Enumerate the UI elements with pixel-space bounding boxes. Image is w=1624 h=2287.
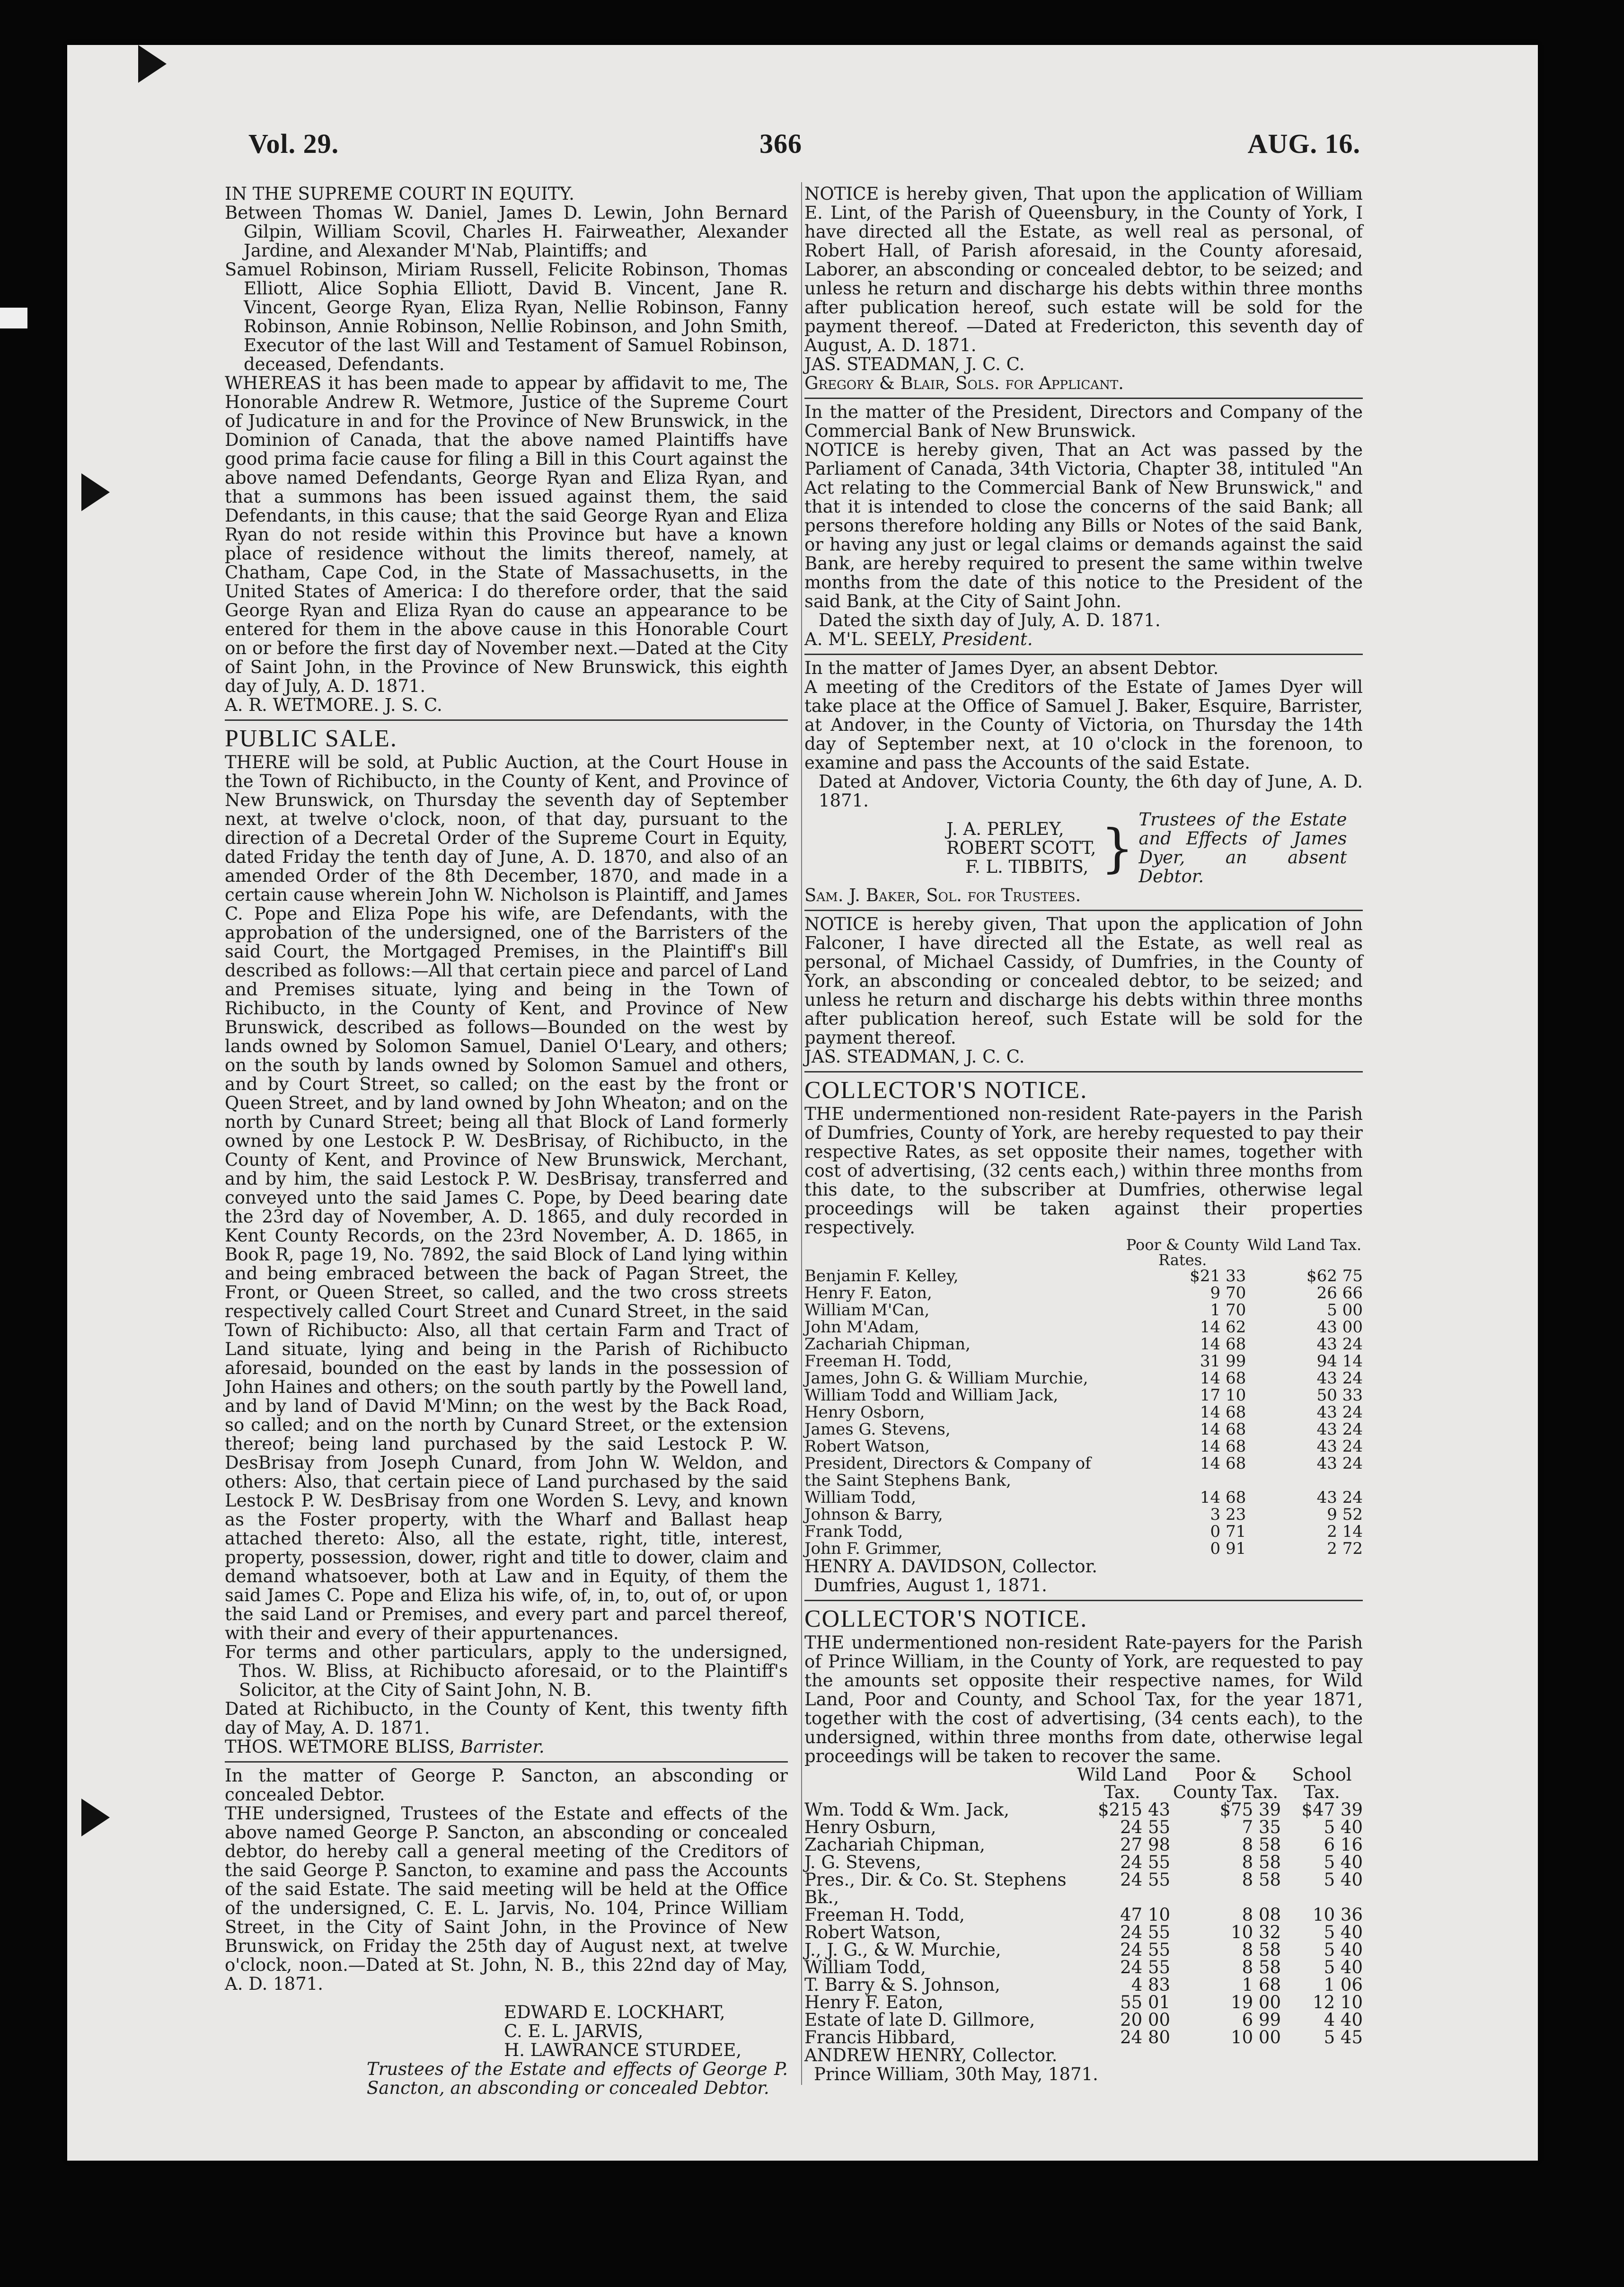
dyer-trustees	[804, 810, 1363, 886]
sancton-body: THE undersigned, Trustees of the Estate and effects of the above named George P. Sancton, an absconding or concealed debtor, do hereby call a general meeting of the Creditors of the said George P. Sancton, to examine and pass the Accounts of the said Estate. The said meeting will be held at the Office of the undersigned, C. E. L. Jarvis, No. 104, Prince William Street, in the City of Saint John, in the Province of New Brunswick, on Friday the 25th day of August next, at twelve o'clock, noon.—Dated at St. John, N. B., this 22nd day of May, A. D. 1871.	[225, 1803, 788, 1994]
amount-cell: 8 58	[1242, 1940, 1281, 1960]
name-cell: Freeman H. Todd,	[804, 1352, 952, 1371]
name-cell: Henry Osborn,	[804, 1403, 925, 1422]
table-row	[804, 1370, 1363, 1387]
table-row	[804, 1506, 1363, 1523]
equity-notice	[225, 185, 788, 715]
divider-rule	[804, 1600, 1363, 1601]
equity-body: WHEREAS it has been made to appear by affidavit to me, The Honorable Andrew R. Wetmore, Justice of the Supreme Court of Judicature in and for the Province of New Brunswick, in the Dominion of Canada, that the above named Plaintiffs have good prima facie cause for filing a Bill in this Court against the above named Defendants, George Ryan and Eliza Ryan, and that a summons has been issued against them, the said Defendants, in this cause; that the said George Ryan and Eliza Ryan do not reside within this Province but have a known place of residence without the limits thereof, namely, at Chatham, Cape Cod, in the State of Massachusetts, in the United States of America: I do therefore order, that the said George Ryan and Eliza Ryan do cause an appearance to be entered for them in the above cause in this Honorable Court on or before the first day of November next.—Dated at the City of Saint John, in the Province of New Brunswick, this eighth day of July, A. D. 1871.	[225, 373, 788, 696]
public-sale-signer: THOS. WETMORE BLISS,	[225, 1737, 455, 1757]
amount-cell: 5 40	[1324, 1940, 1363, 1960]
table-row	[804, 1871, 1363, 1906]
lint-solicitors: Gregory & Blair, Sols. for Applicant.	[804, 373, 1124, 393]
lint-body: NOTICE is hereby given, That upon the application of William E. Lint, of the Parish of Queensbury, in the County of York, I have directed all the Estate, as well real as personal, of Robert Hall, of Parish aforesaid, in the County aforesaid, Laborer, an absconding or concealed debtor, to be seized; and unless he return and discharge his debts within three months after publication hereof, such estate will be sold for the payment thereof. —Dated at Fredericton, this seventh day of August, A. D. 1871.	[804, 184, 1363, 355]
name-cell: Benjamin F. Kelley,	[804, 1267, 959, 1285]
name-cell: President, Directors & Company of the Saint Stephens Bank,	[804, 1454, 1091, 1490]
table-row	[804, 1853, 1363, 1871]
table-row	[804, 1319, 1363, 1336]
table-row	[804, 1941, 1363, 1959]
name-cell: William Todd,	[804, 1488, 917, 1507]
amount-cell: $21 33	[1190, 1267, 1246, 1285]
name-cell: Freeman H. Todd,	[804, 1905, 965, 1925]
amount-cell: 14 68	[1200, 1420, 1246, 1439]
name-cell: James G. Stevens,	[804, 1420, 951, 1439]
bank-heading: In the matter of the President, Directors and Company of the Commercial Bank of New Brunswick.	[804, 402, 1363, 441]
name-cell: Henry F. Eaton,	[804, 1284, 932, 1303]
sancton-signer: C. E. L. JARVIS,	[504, 2021, 644, 2041]
falconer-notice	[804, 915, 1363, 1066]
prince-william-rows	[804, 1801, 1363, 2046]
name-cell: Pres., Dir. & Co. St. Stephens Bk.,	[804, 1870, 1067, 1907]
prince-william-collector-notice	[804, 1605, 1363, 2084]
amount-cell: 0 91	[1210, 1539, 1246, 1558]
edge-tab	[0, 308, 27, 328]
public-sale-notice	[225, 725, 788, 1756]
amount-cell: 9 70	[1210, 1284, 1246, 1303]
table-header-row	[804, 1237, 1363, 1268]
bank-body: NOTICE is hereby given, That an Act was passed by the Parliament of Canada, 34th Victoria, Chapter 38, intituled "An Act relating to the Commercial Bank of New Brunswick," and that it is intended to close the concerns of the said Bank; all persons therefore holding any Bills or Notes of the said Bank, or having any just or legal claims or demands against the said Bank, are hereby required to present the same within twelve months from the date of this notice to the President of the said Bank, at the City of Saint John.	[804, 440, 1363, 612]
name-cell: Johnson & Barry,	[804, 1505, 943, 1524]
amount-cell: $62 75	[1306, 1267, 1363, 1285]
name-cell: Henry Osburn,	[804, 1817, 936, 1837]
amount-cell: 43 24	[1316, 1454, 1363, 1473]
public-sale-dated: Dated at Richibucto, in the County of Kent, this twenty fifth day of May, A. D. 1871.	[225, 1699, 788, 1738]
bank-dated: Dated the sixth day of July, A. D. 1871.	[819, 610, 1161, 630]
dyer-solicitor: Sam. J. Baker, Sol. for Trustees.	[804, 885, 1081, 905]
dumfries-signature: HENRY A. DAVIDSON, Collector.	[804, 1556, 1097, 1577]
dyer-dated: Dated at Andover, Victoria County, the 6th day of June, A. D. 1871.	[819, 771, 1363, 811]
name-cell: T. Barry & S. Johnson,	[804, 1975, 1000, 1995]
dyer-trustee-list	[946, 820, 1096, 877]
dyer-heading: In the matter of James Dyer, an absent Debtor.	[804, 658, 1219, 678]
amount-cell: 47 10	[1120, 1905, 1171, 1925]
table-row	[804, 1523, 1363, 1540]
table-row	[804, 1540, 1363, 1557]
amount-cell: 2 72	[1327, 1539, 1363, 1558]
amount-cell: 2 14	[1327, 1522, 1363, 1541]
public-sale-signature	[225, 1737, 788, 1756]
table-row	[804, 1959, 1363, 1976]
divider-rule	[804, 1071, 1363, 1073]
equity-heading: IN THE SUPREME COURT IN EQUITY.	[225, 184, 574, 204]
amount-cell: 43 00	[1316, 1318, 1363, 1337]
table-row	[804, 1387, 1363, 1404]
public-sale-signer-title: Barrister.	[460, 1737, 545, 1757]
name-cell: William Todd and William Jack,	[804, 1386, 1059, 1405]
amount-cell: 94 14	[1316, 1352, 1363, 1371]
dyer-body: A meeting of the Creditors of the Estate of James Dyer will take place at the Office of Samuel J. Baker, Esquire, Barrister, at Andover, in the County of Victoria, on Thursday the 14th day of September next, at 10 o'clock in the forenoon, to examine and pass the Accounts of the said Estate.	[804, 677, 1363, 773]
amount-cell: 24 55	[1120, 1852, 1171, 1872]
amount-cell: 5 00	[1327, 1301, 1363, 1320]
dumfries-collector-notice	[804, 1076, 1363, 1595]
table-row	[804, 1404, 1363, 1421]
amount-cell: 24 55	[1120, 1922, 1171, 1942]
dumfries-body: THE undermentioned non-resident Rate-payers in the Parish of Dumfries, County of York, are hereby requested to pay their respective Rates, as set opposite their names, together with cost of advertising, (32 cents each,) within three months from this date, to the subscriber at Dumfries, otherwise legal proceedings will be taken against their properties respectively.	[804, 1104, 1363, 1238]
amount-cell: $47 39	[1301, 1799, 1363, 1820]
amount-cell: 5 40	[1324, 1817, 1363, 1837]
sancton-signer: H. LAWRANCE STURDEE,	[504, 2040, 742, 2060]
public-sale-body: THERE will be sold, at Public Auction, at the Court House in the Town of Richibucto, in the County of Kent, and Province of New Brunswick, on Thursday the seventh day of September next, at twelve o'clock, noon, of that day, pursuant to the direction of a Decretal Order of the Supreme Court in Equity, dated Friday the tenth day of June, A. D. 1870, and also of an amended Order of the 8th December, 1870, and made in a certain cause wherein John W. Nicholson is Plaintiff, and James C. Pope and Eliza Pope his wife, are Defendants, with the approbation of the undersigned, one of the Barristers of the said Court, the Mortgaged Premises, in the Plaintiff's Bill described as follows:—All that certain piece and parcel of Land and Premises situate, lying and being in the Town of Richibucto, in the County of Kent, and Province of New Brunswick, described as follows—Bounded on the west by lands owned by Solomon Samuel, Daniel O'Leary, and others; on the south by lands owned by Solomon Samuel and others, and by Court Street, so called; on the east by the front or Queen Street, and by land owned by John Wheaton; and on the north by Cunard Street; being all that Block of Land formerly owned by one Lestock P. W. DesBrisay, of Richibucto, in the County of Kent, and Province of New Brunswick, Merchant, and by him, the said Lestock P. W. DesBrisay, transferred and conveyed unto the said James C. Pope, by Deed bearing date the 23rd day of November, A. D. 1865, and duly recorded in Kent County Records, on the 23rd November, A. D. 1865, in Book R, page 19, No. 7892, the said Block of Land lying within and being embraced between the back of Pagan Street, the Front, or Queen Street, so called, and the two cross streets respectively called Court Street and Cunard Street, in the said Town of Richibucto: Also, all that certain Farm and Tract of Land situate, lying and being in the Parish of Richibucto aforesaid, bounded on the east by lands in the possession of John Haines and others; on the south partly by the Powell land, and by land of David M'Minn; on the west by the Back Road, so called; and on the north by Cunard Street, or the extension thereof; being land purchased by the said Lestock P. W. DesBrisay from Joseph Cunard, from John W. Weldon, and others: Also, that certain piece of Land purchased by the said Lestock P. W. DesBrisay from one Worden S. Levy, and known as the Foster property, with the Wharf and Ballast heap attached thereto: Also, all the estate, right, title, interest, property, possession, dower, right and title to dower, claim and demand whatsoever, both at Law and in Equity, of them the said James C. Pope and Eliza his wife, of, in, to, out of, or upon the said Land or Premises, and every part and parcel thereof, with their and every of their appurtenances.	[225, 752, 788, 1643]
table-row	[804, 2029, 1363, 2046]
punch-hole	[138, 45, 167, 83]
amount-cell: 0 71	[1210, 1522, 1246, 1541]
amount-cell: 24 55	[1120, 1957, 1171, 1977]
table-row	[804, 1994, 1363, 2011]
name-cell: J., J. G., & W. Murchie,	[804, 1940, 1001, 1960]
amount-cell: 8 58	[1242, 1870, 1281, 1890]
amount-cell: $75 39	[1219, 1799, 1281, 1820]
amount-cell: 8 58	[1242, 1835, 1281, 1855]
amount-cell: 43 24	[1316, 1403, 1363, 1422]
public-sale-terms: For terms and other particulars, apply to the undersigned, Thos. W. Bliss, at Richibucto aforesaid, or to the Plaintiff's Solicitor, at the City of Saint John, N. B.	[225, 1642, 788, 1700]
name-cell: Zachariah Chipman,	[804, 1335, 971, 1354]
divider-rule	[225, 719, 788, 721]
table-row	[804, 1455, 1363, 1489]
amount-cell: 5 40	[1324, 1852, 1363, 1872]
amount-cell: 55 01	[1120, 1992, 1171, 2012]
dumfries-rows	[804, 1268, 1363, 1557]
dumfries-heading: COLLECTOR'S NOTICE.	[804, 1077, 1088, 1104]
falconer-signature: JAS. STEADMAN, J. C. C.	[804, 1046, 1025, 1067]
name-cell: William Todd,	[804, 1957, 926, 1977]
amount-cell: 1 68	[1242, 1975, 1281, 1995]
name-cell: John M'Adam,	[804, 1318, 919, 1337]
name-cell: Francis Hibbard,	[804, 2027, 956, 2048]
amount-cell: 7 35	[1242, 1817, 1281, 1837]
amount-cell: 14 68	[1200, 1488, 1246, 1507]
divider-rule	[804, 654, 1363, 655]
amount-cell: 50 33	[1316, 1386, 1363, 1405]
amount-cell: 14 62	[1200, 1318, 1246, 1337]
amount-cell: 10 00	[1231, 2027, 1281, 2048]
amount-cell: 10 36	[1313, 1905, 1363, 1925]
name-cell: William M'Can,	[804, 1301, 930, 1320]
sancton-notice	[225, 1766, 788, 2098]
dyer-trustee: F. L. TIBBITS,	[965, 857, 1089, 877]
name-cell: Zachariah Chipman,	[804, 1835, 985, 1855]
table-row	[804, 1268, 1363, 1285]
name-cell: J. G. Stevens,	[804, 1852, 921, 1872]
dyer-notice	[804, 659, 1363, 905]
table-row	[804, 1924, 1363, 1941]
table-row	[804, 1438, 1363, 1455]
column-header: Wild Land Tax.	[1077, 1764, 1167, 1802]
name-cell: Robert Watson,	[804, 1922, 941, 1942]
table-row	[804, 1302, 1363, 1319]
amount-cell: 12 10	[1313, 1992, 1363, 2012]
amount-cell: 17 10	[1200, 1386, 1246, 1405]
amount-cell: 5 40	[1324, 1957, 1363, 1977]
amount-cell: 24 80	[1120, 2027, 1171, 2048]
table-row	[804, 1976, 1363, 1994]
equity-signature: A. R. WETMORE. J. S. C.	[225, 695, 442, 715]
table-header-row	[804, 1766, 1363, 1801]
right-column	[804, 185, 1363, 2084]
amount-cell: 43 24	[1316, 1335, 1363, 1354]
column-header: Wild Land Tax.	[1247, 1236, 1362, 1254]
amount-cell: 14 68	[1200, 1335, 1246, 1354]
column-header: Poor & County Rates.	[1126, 1236, 1239, 1269]
amount-cell: 24 55	[1120, 1817, 1171, 1837]
public-sale-heading: PUBLIC SALE.	[225, 725, 397, 752]
binding-hole-upper	[81, 473, 110, 511]
bank-signer: A. M'L. SEELY,	[804, 629, 937, 649]
table-row	[804, 2011, 1363, 2029]
divider-rule	[225, 1761, 788, 1763]
binding-hole-lower	[81, 1799, 110, 1836]
table-row	[804, 1336, 1363, 1353]
name-cell: Henry F. Eaton,	[804, 1992, 944, 2012]
name-cell: James, John G. & William Murchie,	[804, 1369, 1088, 1388]
brace-glyph: }	[1101, 818, 1134, 878]
amount-cell: 8 58	[1242, 1852, 1281, 1872]
left-column	[225, 185, 788, 2098]
amount-cell: 5 40	[1324, 1922, 1363, 1942]
sancton-signer: EDWARD E. LOCKHART,	[504, 2002, 725, 2022]
sancton-signers	[225, 2003, 788, 2060]
amount-cell: 43 24	[1316, 1488, 1363, 1507]
prince-william-body: THE undermentioned non-resident Rate-payers for the Parish of Prince William, in the County of York, are requested to pay the amounts set opposite their respective names, for Wild Land, Poor and County, and School Tax, for the year 1871, together with the cost of advertising, (34 cents each), to the undersigned, within three months from date, otherwise legal proceedings will be taken to recover the same.	[804, 1632, 1363, 1766]
amount-cell: 14 68	[1200, 1403, 1246, 1422]
table-row	[804, 1421, 1363, 1438]
table-row	[804, 1836, 1363, 1853]
amount-cell: 14 68	[1200, 1454, 1246, 1473]
equity-plaintiffs: Between Thomas W. Daniel, James D. Lewin, John Bernard Gilpin, William Scovil, Charles H. Fairweather, Alexander Jardine, and Alexander M'Nab, Plaintiffs; and	[225, 203, 788, 261]
dyer-trustee: ROBERT SCOTT,	[946, 838, 1096, 858]
equity-defendants: Samuel Robinson, Miriam Russell, Felicite Robinson, Thomas Elliott, Alice Sophia Elliott, David B. Vincent, Jane R. Vincent, George Ryan, Eliza Ryan, Nellie Robinson, Fanny Robinson, Annie Robinson, Nellie Robinson, and John Smith, Executor of the last Will and Testament of Samuel Robinson, deceased, Defendants.	[225, 259, 788, 374]
table-row	[804, 1906, 1363, 1924]
table-row	[804, 1285, 1363, 1302]
amount-cell: 20 00	[1120, 2010, 1171, 2030]
amount-cell: 4 40	[1324, 2010, 1363, 2030]
amount-cell: 1 70	[1210, 1301, 1246, 1320]
amount-cell: 43 24	[1316, 1369, 1363, 1388]
column-divider	[801, 182, 802, 2085]
dyer-trustee: J. A. PERLEY,	[946, 819, 1064, 839]
amount-cell: 24 55	[1120, 1870, 1171, 1890]
dyer-trustees-note: Trustees of the Estate and Effects of James Dyer, an absent Debtor.	[1139, 809, 1347, 886]
amount-cell: 8 08	[1242, 1905, 1281, 1925]
name-cell: Estate of late D. Gillmore,	[804, 2010, 1035, 2030]
sancton-heading: In the matter of George P. Sancton, an absconding or concealed Debtor.	[225, 1765, 788, 1805]
table-row	[804, 1818, 1363, 1836]
amount-cell: 3 23	[1210, 1505, 1246, 1524]
sancton-signers-note: Trustees of the Estate and effects of George P. Sancton, an absconding or concealed Debtor.	[367, 2059, 788, 2098]
amount-cell: 8 58	[1242, 1957, 1281, 1977]
prince-william-heading: COLLECTOR'S NOTICE.	[804, 1605, 1088, 1632]
column-header: Poor & County Tax.	[1173, 1764, 1279, 1802]
bank-notice	[804, 403, 1363, 649]
table-row	[804, 1353, 1363, 1370]
amount-cell: 26 66	[1316, 1284, 1363, 1303]
amount-cell: 24 55	[1120, 1940, 1171, 1960]
lint-notice	[804, 185, 1363, 393]
prince-william-signature: ANDREW HENRY, Collector.	[804, 2045, 1058, 2065]
lint-signature: JAS. STEADMAN, J. C. C.	[804, 354, 1025, 374]
volume-label: Vol. 29.	[248, 128, 339, 159]
amount-cell: 9 52	[1327, 1505, 1363, 1524]
amount-cell: 31 99	[1200, 1352, 1246, 1371]
amount-cell: 6 16	[1324, 1835, 1363, 1855]
amount-cell: 10 32	[1231, 1922, 1281, 1942]
name-cell: Wm. Todd & Wm. Jack,	[804, 1799, 1009, 1820]
page-number: 366	[759, 128, 802, 159]
amount-cell: 43 24	[1316, 1437, 1363, 1456]
amount-cell: 14 68	[1200, 1437, 1246, 1456]
name-cell: Frank Todd,	[804, 1522, 903, 1541]
name-cell: John F. Grimmer,	[804, 1539, 942, 1558]
page-header	[248, 128, 1360, 180]
dumfries-dated: Dumfries, August 1, 1871.	[814, 1575, 1047, 1596]
amount-cell: 43 24	[1316, 1420, 1363, 1439]
prince-william-table	[804, 1766, 1363, 2046]
bank-signature	[804, 630, 1363, 649]
amount-cell: 6 99	[1242, 2010, 1281, 2030]
name-cell: Robert Watson,	[804, 1437, 930, 1456]
column-header: School Tax.	[1292, 1764, 1352, 1802]
issue-date: AUG. 16.	[1247, 128, 1360, 159]
amount-cell: 19 00	[1231, 1992, 1281, 2012]
amount-cell: 5 45	[1324, 2027, 1363, 2048]
amount-cell: 4 83	[1131, 1975, 1171, 1995]
table-row	[804, 1489, 1363, 1506]
amount-cell: 5 40	[1324, 1870, 1363, 1890]
dumfries-table	[804, 1237, 1363, 1557]
prince-william-dated: Prince William, 30th May, 1871.	[814, 2064, 1098, 2084]
bank-signer-title: President.	[942, 629, 1033, 649]
amount-cell: 14 68	[1200, 1369, 1246, 1388]
amount-cell: 27 98	[1120, 1835, 1171, 1855]
divider-rule	[804, 398, 1363, 399]
table-row	[804, 1801, 1363, 1818]
falconer-body: NOTICE is hereby given, That upon the application of John Falconer, I have directed all the Estate, as well real as personal, of Michael Cassidy, of Dumfries, in the County of York, an absconding or concealed debtor, to be seized; and unless he return and discharge his debts within three months after publication hereof, such Estate will be sold for the payment thereof.	[804, 914, 1363, 1048]
divider-rule	[804, 910, 1363, 911]
amount-cell: 1 06	[1324, 1975, 1363, 1995]
amount-cell: $215 43	[1098, 1799, 1171, 1820]
